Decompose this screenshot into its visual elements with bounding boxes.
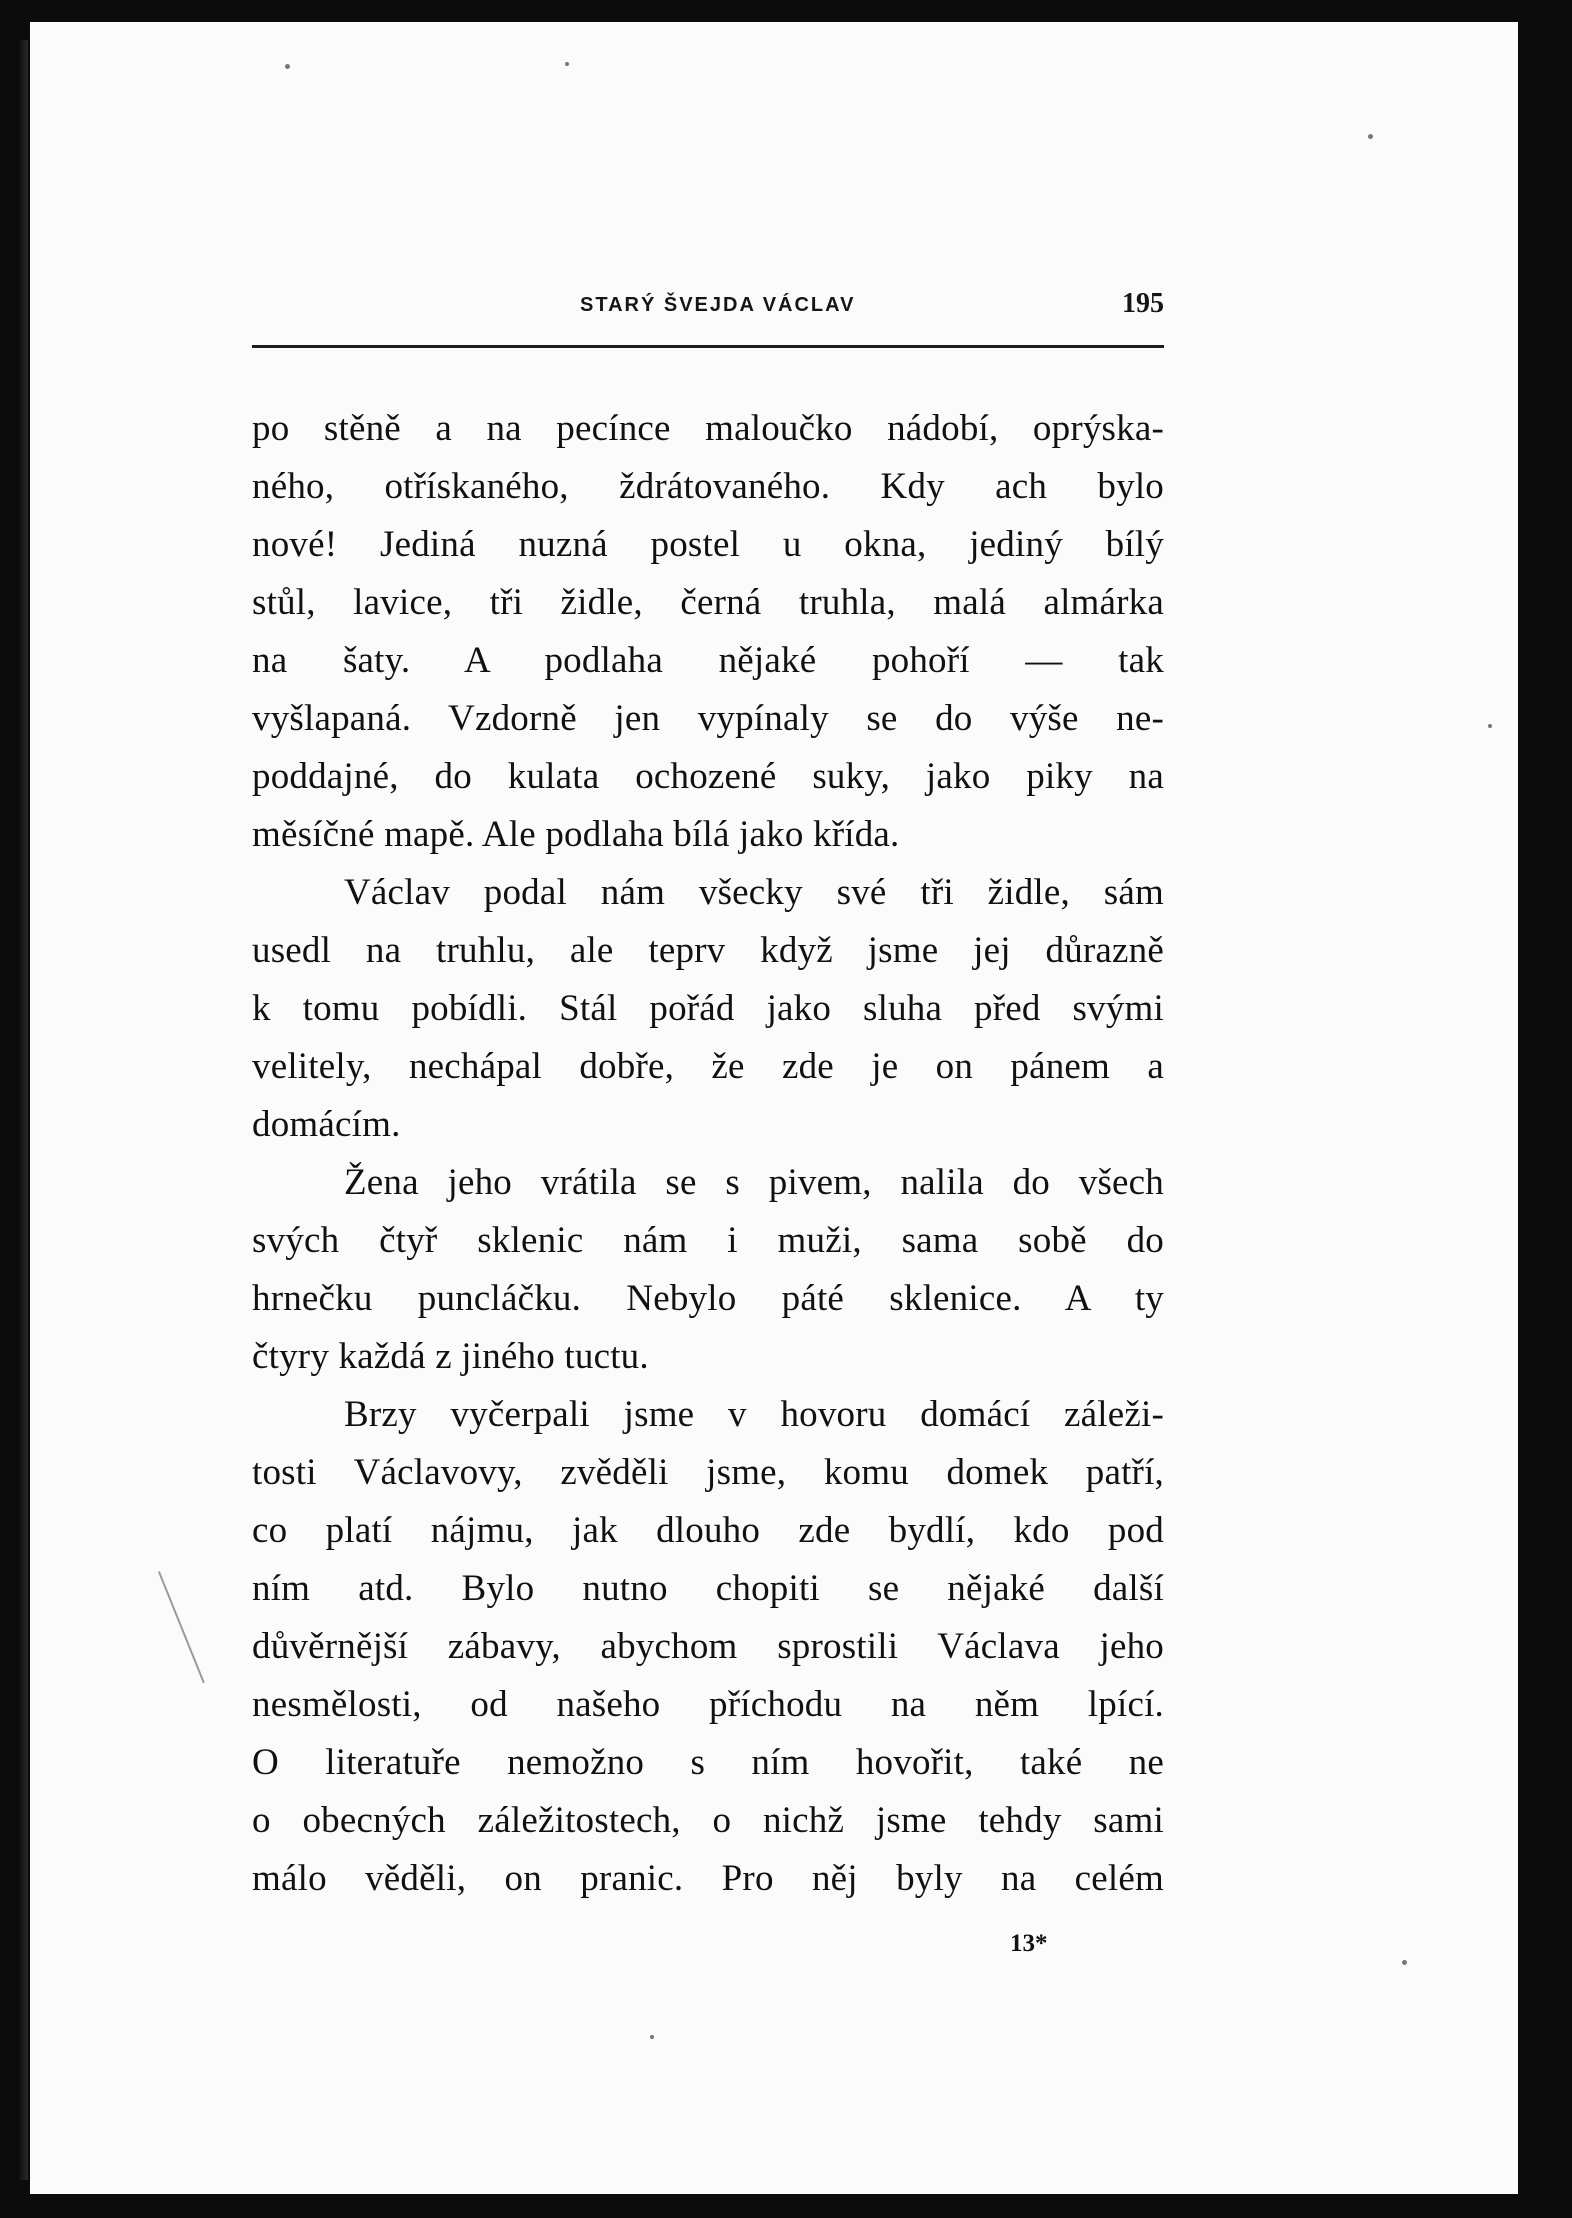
paper-speck [1488, 724, 1492, 728]
paper-speck [565, 62, 569, 66]
header-rule [252, 345, 1164, 348]
text-line: nové! Jediná nuzná postel u okna, jediný bílý [252, 524, 1164, 565]
text-line: usedl na truhlu, ale teprv když jsme jej důrazně [252, 930, 1164, 971]
text-line: O literatuře nemožno s ním hovořit, také ne [252, 1742, 1164, 1783]
page-scratch [158, 1571, 205, 1683]
text-line: vyšlapaná. Vzdorně jen vypínaly se do výše ne- [252, 698, 1164, 739]
page-number: 195 [1122, 288, 1164, 319]
running-title: STARÝ ŠVEJDA VÁCLAV [580, 294, 856, 316]
paper-speck [650, 2035, 654, 2039]
left-page-shadow [18, 40, 28, 2180]
text-line: málo věděli, on pranic. Pro něj byly na celém [252, 1858, 1164, 1899]
paper-speck [1368, 134, 1373, 139]
text-line: po stěně a na pecínce maloučko nádobí, oprýska- [252, 408, 1164, 449]
text-line: důvěrnější zábavy, abychom sprostili Václava jeho [252, 1626, 1164, 1667]
text-line: na šaty. A podlaha nějaké pohoří — tak [252, 640, 1164, 681]
text-line: poddajné, do kulata ochozené suky, jako piky na [252, 756, 1164, 797]
text-line: tosti Václavovy, zvěděli jsme, komu domek patří, [252, 1452, 1164, 1493]
text-line: o obecných záležitostech, o nichž jsme tehdy sami [252, 1800, 1164, 1841]
text-line: ním atd. Bylo nutno chopiti se nějaké další [252, 1568, 1164, 1609]
page-header [252, 286, 1164, 338]
text-line: co platí nájmu, jak dlouho zde bydlí, kdo pod [252, 1510, 1164, 1551]
text-line: Brzy vyčerpali jsme v hovoru domácí záleži- [344, 1394, 1164, 1435]
text-line: Václav podal nám všecky své tři židle, sám [344, 872, 1164, 913]
text-line: nesmělosti, od našeho příchodu na něm lpící. [252, 1684, 1164, 1725]
body-text [252, 400, 1164, 1908]
text-line: hrnečku puncláčku. Nebylo páté sklenice. A ty [252, 1278, 1164, 1319]
signature-mark: 13* [1010, 1930, 1048, 1957]
text-line: k tomu pobídli. Stál pořád jako sluha před svými [252, 988, 1164, 1029]
paper-speck [285, 64, 290, 69]
text-line: velitely, nechápal dobře, že zde je on pánem a [252, 1046, 1164, 1087]
text-line: domácím. [252, 1104, 401, 1145]
paper-speck [1402, 1960, 1407, 1965]
text-line: svých čtyř sklenic nám i muži, sama sobě do [252, 1220, 1164, 1261]
text-line: měsíčné mapě. Ale podlaha bílá jako křída. [252, 814, 900, 855]
text-line: čtyry každá z jiného tuctu. [252, 1336, 649, 1377]
text-line: stůl, lavice, tři židle, černá truhla, malá almárka [252, 582, 1164, 623]
text-line: Žena jeho vrátila se s pivem, nalila do všech [344, 1162, 1164, 1203]
text-line: ného, otřískaného, ždrátovaného. Kdy ach bylo [252, 466, 1164, 507]
